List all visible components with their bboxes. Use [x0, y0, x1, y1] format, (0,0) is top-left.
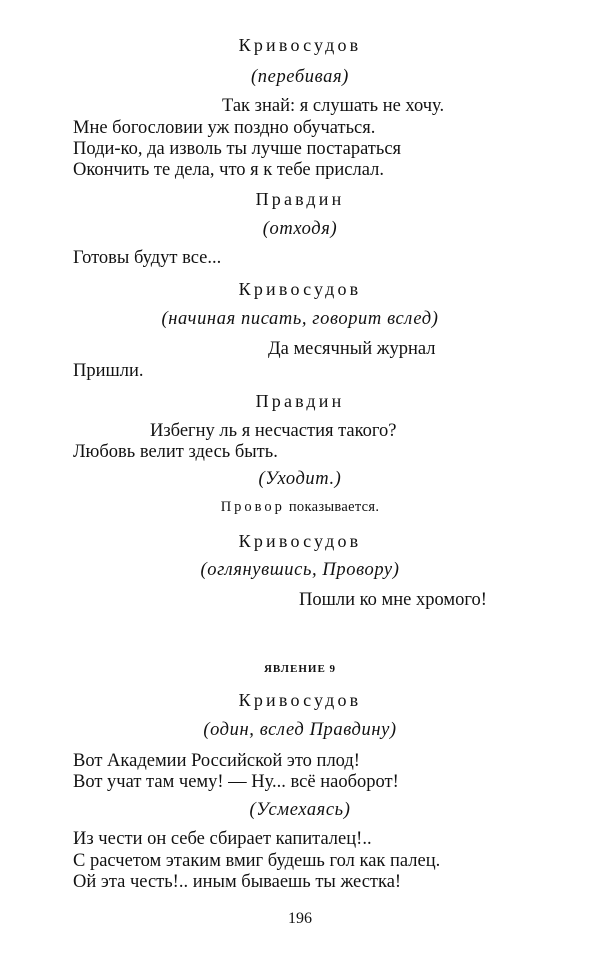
speaker-name: Кривосудов: [238, 279, 362, 299]
stage-note: [0, 496, 600, 518]
stage-direction: (перебивая): [251, 67, 349, 87]
verse-line: Ой эта честь!.. иным бываешь ты жестка!: [73, 872, 402, 892]
page-number: 196: [288, 910, 312, 927]
speaker-name: Правдин: [255, 189, 345, 209]
verse-line: Готовы будут все...: [73, 248, 222, 268]
verse-line: Избегну ль я несчастия такого?: [150, 421, 397, 441]
verse-line: Любовь велит здесь быть.: [73, 442, 278, 462]
speaker-name: Кривосудов: [238, 531, 362, 551]
stage-direction: (один, вслед Правдину): [203, 720, 397, 740]
verse-line: Пошли ко мне хромого!: [299, 590, 487, 610]
speaker-name: Кривосудов: [238, 690, 362, 710]
stage-note-text: показывается.: [288, 499, 380, 515]
verse-line: Вот учат там чему! — Ну... всё наоборот!: [73, 772, 399, 792]
verse-line: Поди-ко, да изволь ты лучше постараться: [73, 139, 402, 159]
verse-line: Вот Академии Российской это плод!: [73, 751, 360, 771]
verse-line: С расчетом этаким вмиг будешь гол как палец.: [73, 851, 441, 871]
scene-title: ЯВЛЕНИЕ 9: [263, 663, 337, 675]
verse-line: Пришли.: [73, 361, 144, 381]
stage-direction: (начиная писать, говорит вслед): [161, 309, 439, 329]
verse-line: Мне богословии уж поздно обучаться.: [73, 118, 376, 138]
verse-line: Из чести он себе сбирает капиталец!..: [73, 829, 372, 849]
verse-line: Окончить те дела, что я к тебе прислал.: [73, 160, 384, 180]
stage-direction: (оглянувшись, Провору): [200, 560, 400, 580]
speaker-name: Правдин: [255, 391, 345, 411]
stage-direction: (Уходит.): [258, 469, 342, 489]
stage-direction: (Усмехаясь): [249, 800, 351, 820]
verse-line: Так знай: я слушать не хочу.: [222, 96, 445, 116]
stage-note-name: Провор: [220, 499, 285, 515]
verse-line: Да месячный журнал: [268, 339, 436, 359]
stage-direction: (отходя): [262, 219, 338, 239]
speaker-name: Кривосудов: [238, 35, 362, 55]
